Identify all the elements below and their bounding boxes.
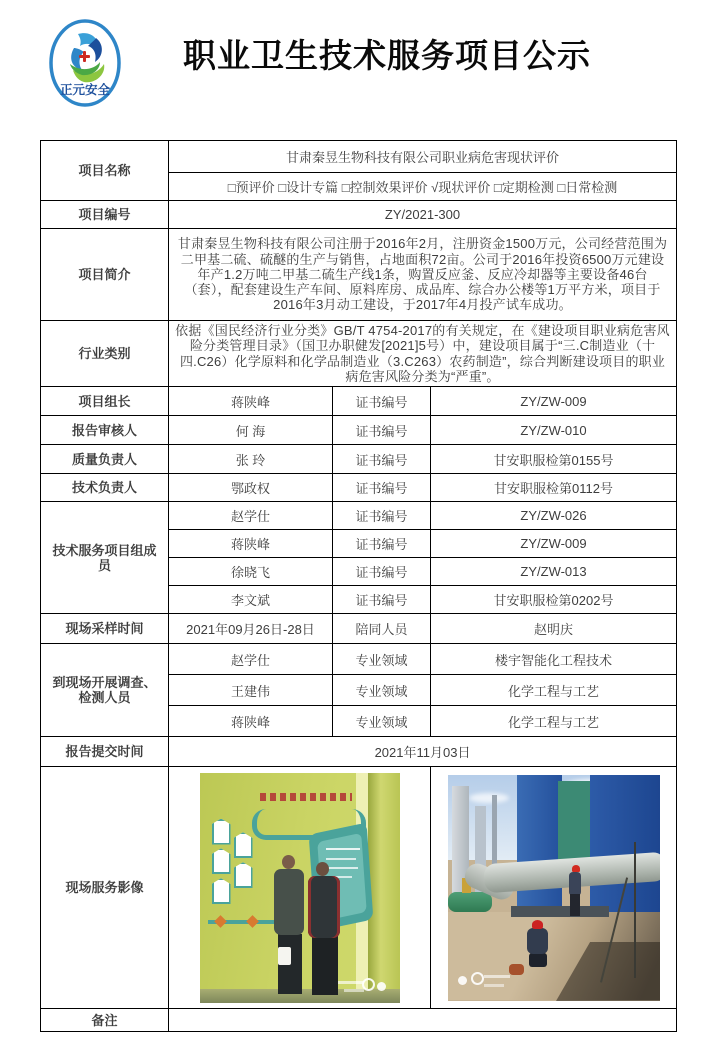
domain-label: 专业领域 — [333, 675, 431, 706]
photo-person-right — [308, 876, 340, 938]
photo-panel-textline — [326, 848, 360, 850]
label-project-number: 项目编号 — [41, 201, 169, 229]
table-row — [41, 387, 677, 416]
field-member-name: 蒋陕峰 — [169, 706, 333, 737]
cert-number-label: 证书编号 — [333, 445, 431, 474]
site-photo-indoor — [200, 773, 400, 1003]
photo-board-badge — [234, 862, 253, 888]
cert-number-label: 证书编号 — [333, 530, 431, 558]
technical-manager-cert: 甘安职服检第0112号 — [431, 474, 677, 502]
team-member-cert: 甘安职服检第0202号 — [431, 586, 677, 614]
team-member-cert: ZY/ZW-009 — [431, 530, 677, 558]
table-row — [41, 502, 677, 530]
cert-number-label: 证书编号 — [333, 502, 431, 530]
table-row — [41, 644, 677, 675]
project-number-value: ZY/2021-300 — [169, 201, 677, 229]
project-intro-value: 甘肃秦昱生物科技有限公司注册于2016年2月，注册资金1500万元，公司经营范围为二甲基二硫、硫醚的生产与销售，占地面积72亩。公司于2016年投资6500万元建设年产1.2万吨二甲基二硫生产线1条，购置反应釜、反应冷却器等主要设备46台（套），配套建设生产车间、原料库房、成品库、综合办公楼等1万平方米，项目于2016年3月动工建设，于2017年4月投产试车成功。 — [169, 229, 677, 321]
label-remark: 备注 — [41, 1009, 169, 1032]
field-member-domain: 楼宇智能化工程技术 — [431, 644, 677, 675]
company-logo — [48, 18, 122, 108]
domain-label: 专业领域 — [333, 706, 431, 737]
photo-worker-standing — [570, 894, 580, 916]
photo-board-node — [214, 916, 227, 929]
photo-board-badge — [212, 819, 231, 845]
report-reviewer-cert: ZY/ZW-010 — [431, 416, 677, 445]
photo-person-right — [312, 936, 338, 995]
team-member-cert: ZY/ZW-026 — [431, 502, 677, 530]
label-technical-manager: 技术负责人 — [41, 474, 169, 502]
label-project-leader: 项目组长 — [41, 387, 169, 416]
domain-label: 专业领域 — [333, 644, 431, 675]
photo-cell-outdoor — [431, 767, 677, 1009]
remark-value — [169, 1009, 677, 1032]
label-quality-manager: 质量负责人 — [41, 445, 169, 474]
field-member-name: 王建伟 — [169, 675, 333, 706]
photo-watermark-text — [344, 989, 364, 992]
table-row — [41, 737, 677, 767]
escort-label: 陪同人员 — [333, 614, 431, 644]
photo-door — [368, 773, 400, 1003]
photo-worker-crouching — [527, 928, 548, 954]
photo-board-title — [260, 793, 352, 801]
photo-cell-indoor — [169, 767, 431, 1009]
photo-paper — [278, 947, 291, 965]
photo-worker-crouching — [529, 953, 547, 967]
photo-board-badge — [234, 832, 253, 858]
header — [0, 0, 720, 140]
field-member-domain: 化学工程与工艺 — [431, 675, 677, 706]
industry-category-value: 依据《国民经济行业分类》GB/T 4754-2017的有关规定，在《建设项目职业病危害风险分类管理目录》（国卫办职健发[2021]5号）中，建设项目属于“三.C制造业（十四.C26）化学原料和化学品制造业（3.C263）农药制造”，综合判断建设项目的职业病危害风险分类为“严重”。 — [169, 321, 677, 387]
label-report-time: 报告提交时间 — [41, 737, 169, 767]
project-leader-name: 蒋陕峰 — [169, 387, 333, 416]
photo-worker-helmet — [572, 865, 580, 872]
field-member-domain: 化学工程与工艺 — [431, 706, 677, 737]
photo-watermark — [471, 972, 484, 985]
team-member-name: 赵学仕 — [169, 502, 333, 530]
cert-number-label: 证书编号 — [333, 474, 431, 502]
field-member-name: 赵学仕 — [169, 644, 333, 675]
site-photo-outdoor — [448, 775, 660, 1001]
photo-watermark-text — [484, 984, 504, 987]
project-publicity-table — [40, 140, 677, 1032]
cert-number-label: 证书编号 — [333, 416, 431, 445]
table-row — [41, 474, 677, 502]
photo-cloud — [469, 793, 509, 803]
label-project-name: 项目名称 — [41, 141, 169, 201]
photo-panel-textline — [326, 867, 358, 869]
label-service-team: 技术服务项目组成员 — [41, 502, 169, 614]
team-member-cert: ZY/ZW-013 — [431, 558, 677, 586]
page-title: 职业卫生技术服务项目公示 — [183, 37, 591, 74]
photo-watermark — [377, 982, 386, 991]
escort-name: 赵明庆 — [431, 614, 677, 644]
photo-tool-bag — [509, 964, 524, 975]
quality-manager-cert: 甘安职服检第0155号 — [431, 445, 677, 474]
service-type-options: □预评价 □设计专篇 □控制效果评价 √现状评价 □定期检测 □日常检测 — [169, 173, 677, 201]
label-project-intro: 项目简介 — [41, 229, 169, 321]
cert-number-label: 证书编号 — [333, 387, 431, 416]
technical-manager-name: 鄂政权 — [169, 474, 333, 502]
label-site-images: 现场服务影像 — [41, 767, 169, 1009]
photo-worker-helmet — [532, 920, 543, 929]
photo-scaffold — [634, 842, 636, 978]
photo-board-badge — [212, 848, 231, 874]
photo-panel-textline — [326, 858, 356, 860]
table-row — [41, 1009, 677, 1032]
cert-number-label: 证书编号 — [333, 586, 431, 614]
logo-text: 正元安全 — [59, 83, 111, 97]
photo-person-left — [274, 869, 304, 935]
team-member-name: 徐晓飞 — [169, 558, 333, 586]
report-reviewer-name: 何 海 — [169, 416, 333, 445]
photo-watermark-text — [484, 975, 510, 978]
label-sampling-time: 现场采样时间 — [41, 614, 169, 644]
photo-watermark-text — [338, 981, 364, 984]
label-report-reviewer: 报告审核人 — [41, 416, 169, 445]
label-field-team: 到现场开展调查、检测人员 — [41, 644, 169, 737]
photo-green-tank — [448, 892, 493, 912]
table-row — [41, 767, 677, 1009]
project-leader-cert: ZY/ZW-009 — [431, 387, 677, 416]
project-name-value: 甘肃秦昱生物科技有限公司职业病危害现状评价 — [169, 141, 677, 173]
label-industry-category: 行业类别 — [41, 321, 169, 387]
team-member-name: 李文斌 — [169, 586, 333, 614]
photo-platform — [511, 906, 609, 917]
photo-person-right — [316, 862, 329, 876]
photo-worker-standing — [569, 872, 581, 896]
photo-watermark — [458, 976, 467, 985]
table-row — [41, 445, 677, 474]
sampling-time-value: 2021年09月26日-28日 — [169, 614, 333, 644]
photo-blue-vessel — [517, 775, 562, 915]
report-time-value: 2021年11月03日 — [169, 737, 677, 767]
table-row — [41, 416, 677, 445]
photo-board-node — [246, 916, 259, 929]
photo-person-left — [282, 855, 295, 869]
quality-manager-name: 张 玲 — [169, 445, 333, 474]
team-member-name: 蒋陕峰 — [169, 530, 333, 558]
table-row — [41, 614, 677, 644]
photo-board-badge — [212, 878, 231, 904]
cert-number-label: 证书编号 — [333, 558, 431, 586]
